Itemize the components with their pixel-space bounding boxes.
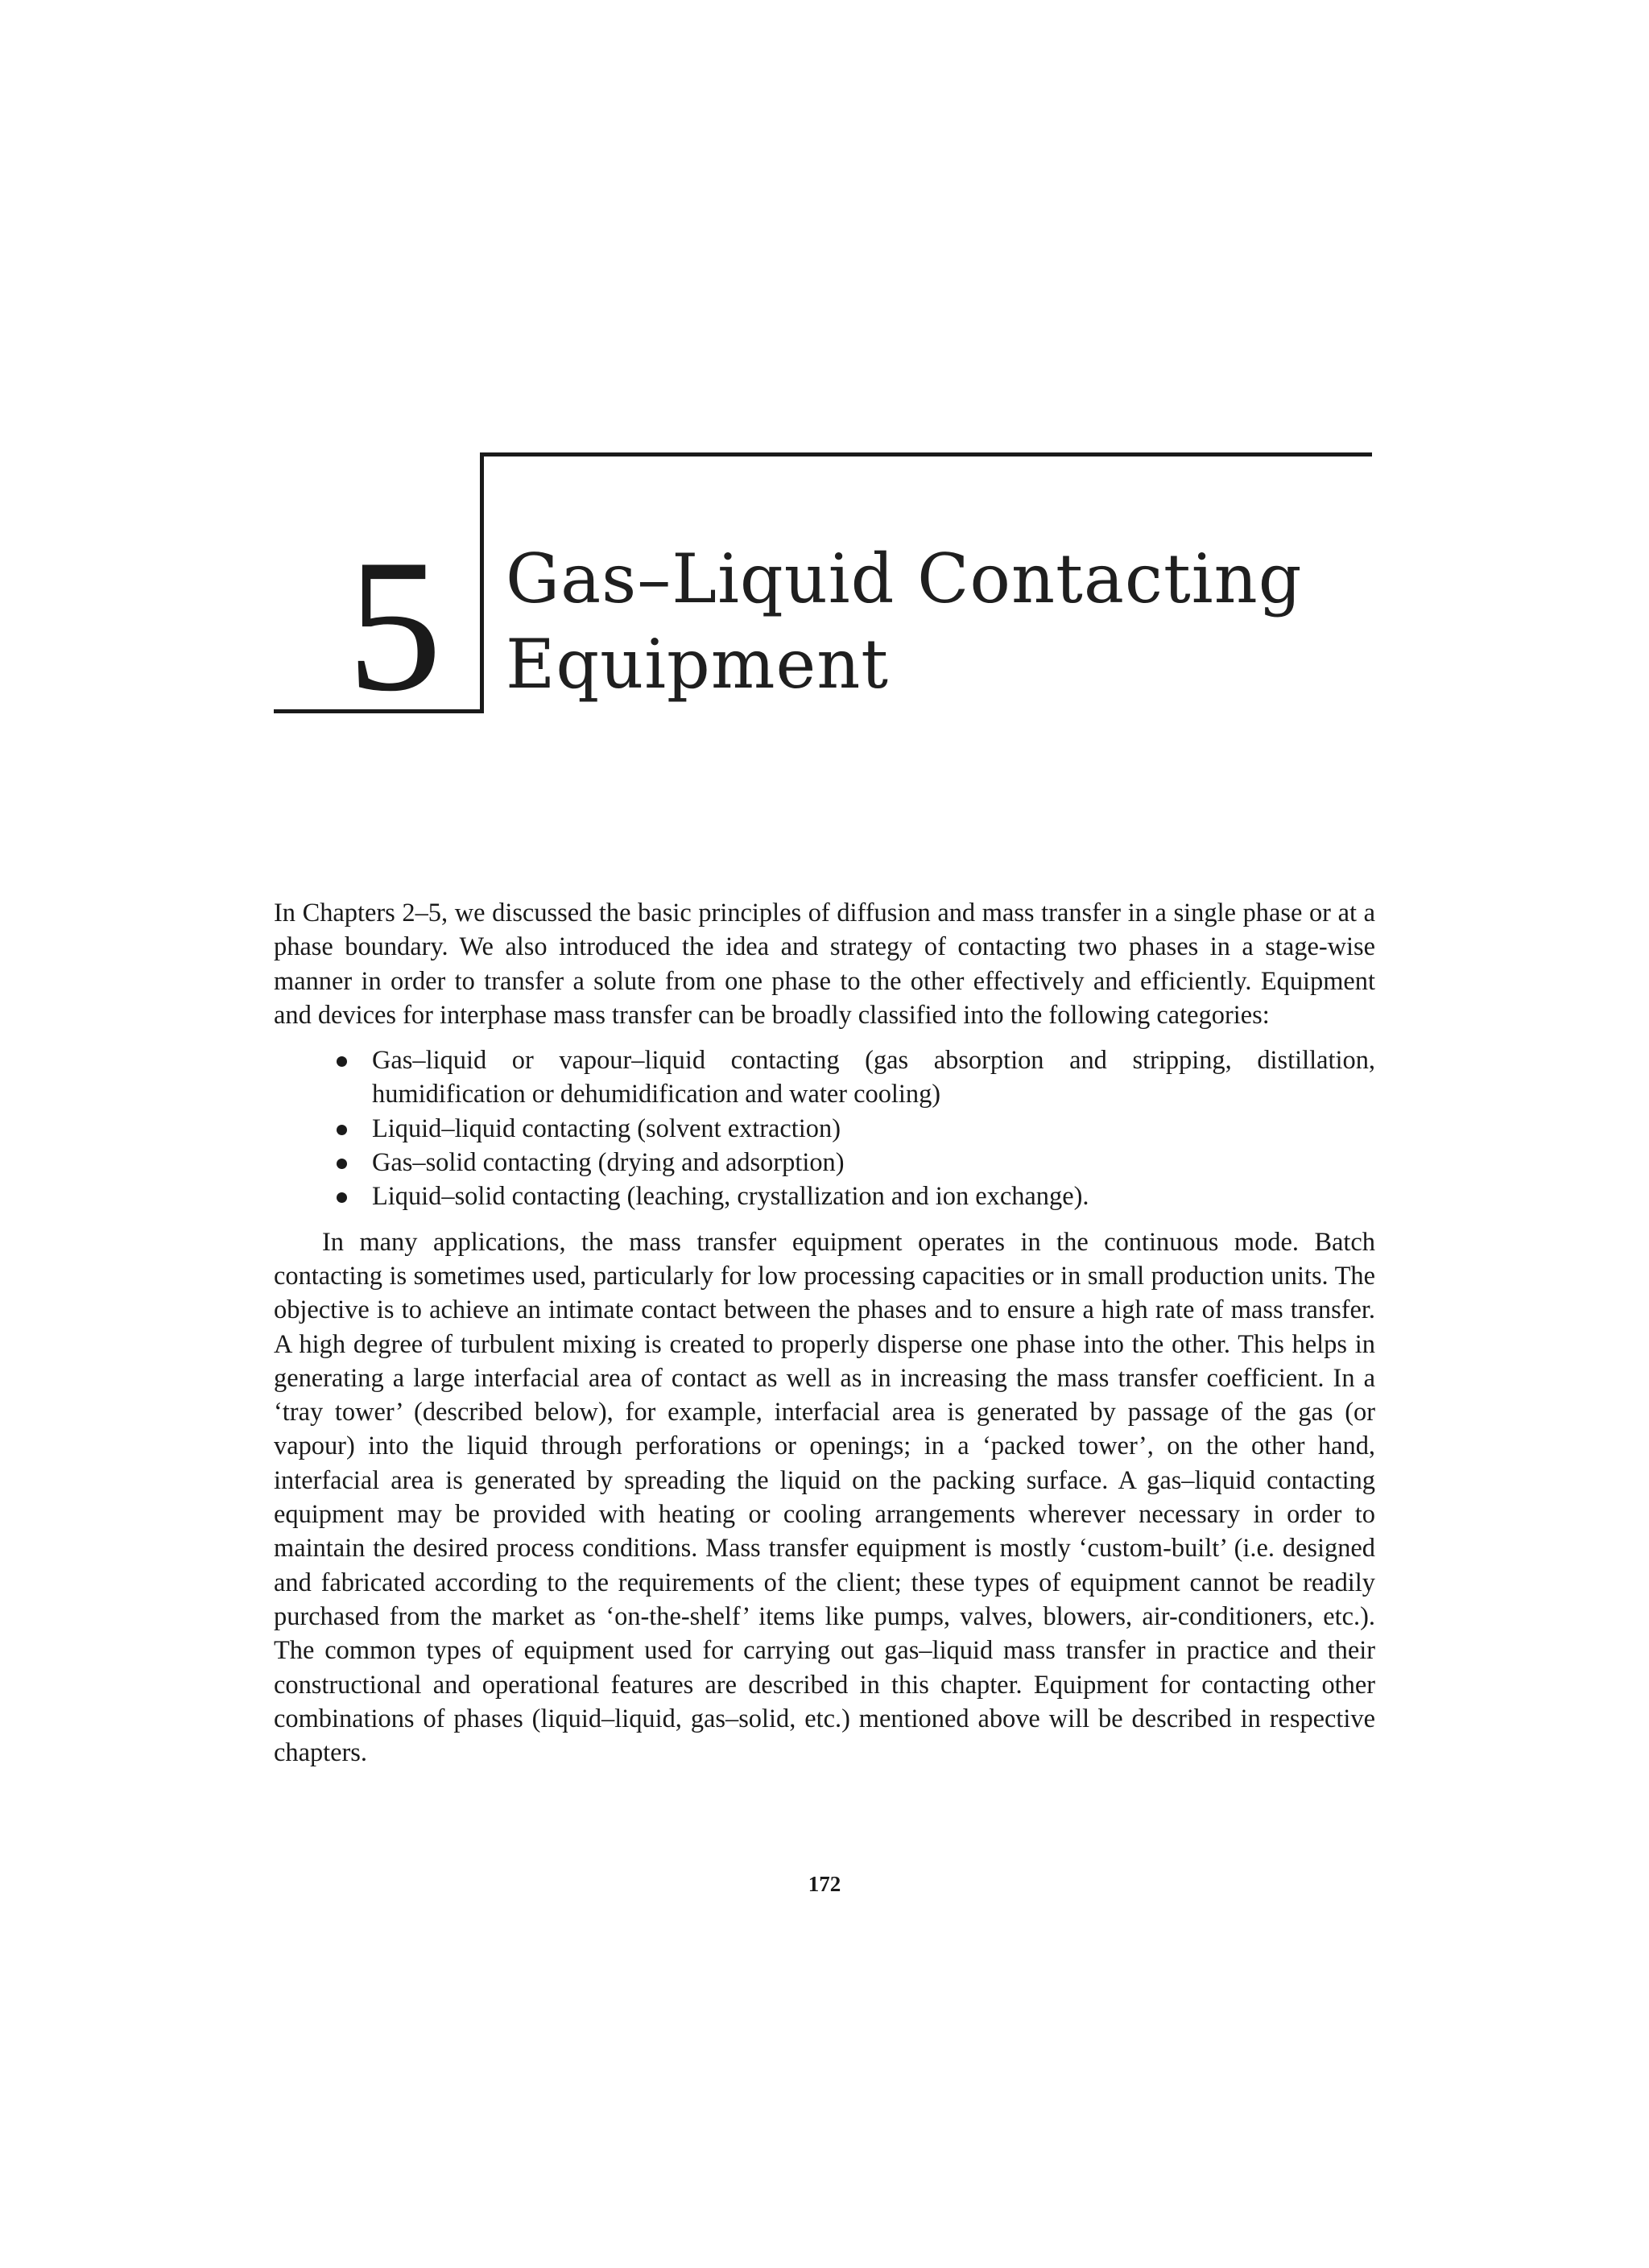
main-paragraph: In many applications, the mass transfer equipment operates in the continuous mode. Batch contacting is sometimes used, particularly for low processing capacities or in small production units. The objective is to achieve an intimate contact between the phases and to ensure a high rate of mass transfer. A high degree of turbulent mixing is created to properly disperse one phase into the other. This helps in generating a large interfacial area of contact as well as in increasing the mass transfer coefficient. In a ‘tray tower’ (described below), for example, interfacial area is generated by passage of the gas (or vapour) into the liquid through perforations or openings; in a ‘packed tower’, on the other hand, interfacial area is generated by spreading the liquid on the packing surface. A gas–liquid contacting equipment may be provided with heating or cooling arrangements wherever necessary in order to maintain the desired process conditions. Mass transfer equipment is mostly ‘custom-built’ (i.e. designed and fabricated according to the requirements of the client; these types of equipment cannot be readily purchased from the market as ‘on-the-shelf’ items like pumps, valves, blowers, air-conditioners, etc.). The common types of equipment used for carrying out gas–liquid mass transfer in practice and their constructional and operational features are described in this chapter. Equipment for contacting other combinations of phases (liquid–liquid, gas–solid, etc.) mentioned above will be described in respective chapters.	[274, 1227, 1375, 1768]
list-item	[372, 1112, 1375, 1146]
chapter-title-line-2: Equipment	[506, 625, 890, 704]
chapter-header-vertical-rule	[480, 452, 484, 713]
bullet-icon	[337, 1159, 347, 1169]
list-item	[372, 1146, 1375, 1179]
category-list	[274, 1043, 1375, 1213]
bullet-icon	[337, 1056, 347, 1067]
list-item-text: Liquid–solid contacting (leaching, crystallization and ion exchange).	[372, 1182, 1089, 1212]
list-item-text: Liquid–liquid contacting (solvent extraction)	[372, 1113, 841, 1143]
list-item-text: Gas–solid contacting (drying and adsorption)	[372, 1148, 845, 1178]
bullet-icon	[337, 1125, 347, 1135]
chapter-title-line-1: Gas–Liquid Contacting	[506, 539, 1303, 618]
list-item	[372, 1043, 1375, 1112]
list-item-text: Gas–liquid or vapour–liquid contacting (gas absorption and stripping, distillation, humidification or dehumidification and water cooling)	[372, 1046, 1375, 1109]
chapter-title	[506, 536, 1302, 707]
bullet-icon	[337, 1192, 347, 1203]
chapter-body	[274, 896, 1375, 1770]
chapter-number: 5	[347, 521, 442, 731]
chapter-header-top-rule	[481, 452, 1372, 456]
intro-paragraph: In Chapters 2–5, we discussed the basic principles of diffusion and mass transfer in a single phase or at a phase boundary. We also introduced the idea and strategy of contacting two phases in a stage-wise manner in order to transfer a solute from one phase to the other effectively and efficiently. Equipment and devices for interphase mass transfer can be broadly classified into the following categories:	[274, 899, 1375, 1030]
list-item	[372, 1179, 1375, 1213]
page-number: 172	[808, 1872, 841, 1896]
